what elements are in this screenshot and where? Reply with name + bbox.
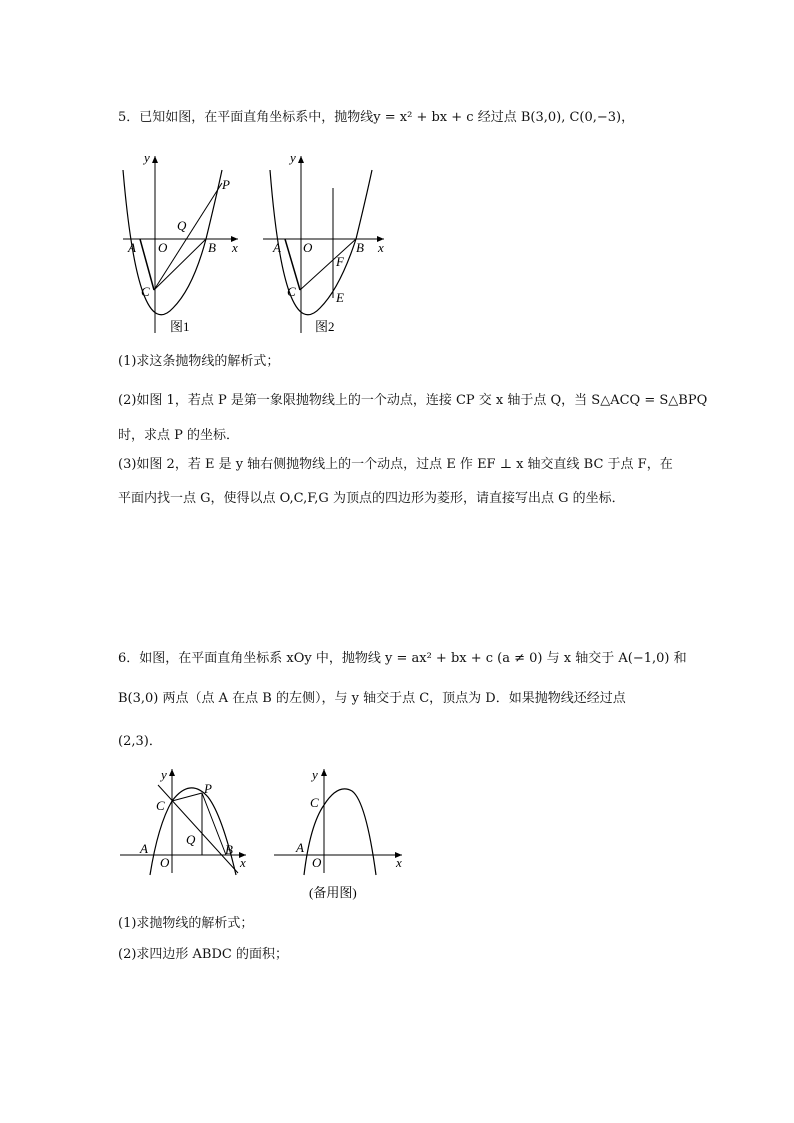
- label-q: Q: [186, 832, 196, 847]
- problem6-stem-line1: 6．如图，在平面直角坐标系 xOy 中，抛物线 y = ax² + bx + c (a ≠ 0) 与 x 轴交于 A(−1,0) 和: [118, 651, 687, 666]
- label-b: B: [208, 240, 216, 255]
- segment-pb: [202, 793, 226, 855]
- label-o: O: [160, 855, 170, 870]
- label-c: C: [156, 798, 165, 813]
- problem6-stem-line2: B(3,0) 两点（点 A 在点 B 的左侧），与 y 轴交于点 C，顶点为 D．如果抛物线还经过点: [118, 691, 626, 706]
- label-b: B: [225, 842, 233, 857]
- label-q: Q: [177, 218, 187, 233]
- label-y: y: [290, 150, 296, 165]
- label-x: x: [232, 240, 238, 255]
- problem6-figure2: [272, 765, 412, 905]
- segment-ca: [140, 239, 154, 290]
- label-o: O: [158, 240, 168, 255]
- problem6-q2: (2)求四边形 ABDC 的面积；: [118, 947, 288, 962]
- problem6-stem-line3: (2,3)．: [118, 734, 162, 749]
- label-x: x: [378, 240, 384, 255]
- line-bc: [158, 785, 238, 873]
- problem5-figure2: [260, 148, 395, 338]
- label-a: A: [128, 240, 136, 255]
- problem5-figure1: [118, 148, 253, 338]
- label-o: O: [312, 855, 322, 870]
- figure2-diagram: [260, 148, 395, 338]
- label-y: y: [312, 767, 318, 782]
- y-axis-arrow-icon: [152, 156, 158, 163]
- label-y: y: [161, 767, 167, 782]
- y-axis-arrow-icon: [169, 769, 175, 776]
- label-b: B: [356, 240, 364, 255]
- problem5-stem: 5．已知如图，在平面直角坐标系中，抛物线y = x² + bx + c 经过点 B(3,0), C(0,−3)，: [118, 110, 635, 125]
- y-axis-arrow-icon: [298, 156, 304, 163]
- label-a: A: [296, 840, 304, 855]
- label-f: F: [336, 254, 344, 269]
- label-x: x: [240, 855, 246, 870]
- segment-cp: [172, 793, 202, 801]
- figure2-caption: 图2: [315, 319, 335, 334]
- label-p: P: [204, 781, 212, 796]
- label-p: P: [222, 177, 230, 192]
- problem6-figure1-diagram: [118, 765, 253, 880]
- problem5-q2-line2: 时，求点 P 的坐标．: [118, 428, 240, 443]
- y-axis-arrow-icon: [321, 769, 327, 776]
- label-o: O: [303, 240, 313, 255]
- label-y: y: [144, 150, 150, 165]
- problem5-q3-line2: 平面内找一点 G，使得以点 O,C,F,G 为顶点的四边形为菱形，请直接写出点 G 的坐标．: [118, 491, 625, 506]
- problem5-q2-line1: (2)如图 1，若点 P 是第一象限抛物线上的一个动点，连接 CP 交 x 轴于点 Q，当 S△ACQ = S△BPQ: [118, 393, 708, 408]
- label-c: C: [287, 284, 296, 299]
- problem6-q1: (1)求抛物线的解析式；: [118, 916, 254, 931]
- problem5-q1: (1)求这条抛物线的解析式；: [118, 354, 280, 369]
- figure1-diagram: [118, 148, 253, 338]
- segment-ca: [285, 239, 300, 290]
- label-x: x: [396, 855, 402, 870]
- figure1-caption: 图1: [170, 319, 190, 334]
- segment-cp: [154, 183, 222, 290]
- label-c: C: [310, 795, 319, 810]
- label-a: A: [273, 240, 281, 255]
- label-c: C: [141, 284, 150, 299]
- figure2-caption: (备用图): [309, 885, 357, 900]
- label-e: E: [336, 290, 344, 305]
- label-a: A: [140, 841, 148, 856]
- problem6-figure2-diagram: [272, 765, 412, 905]
- problem6-figure1: [118, 765, 253, 880]
- problem5-q3-line1: (3)如图 2，若 E 是 y 轴右侧抛物线上的一个动点，过点 E 作 EF ⊥ x 轴交直线 BC 于点 F，在: [118, 457, 673, 472]
